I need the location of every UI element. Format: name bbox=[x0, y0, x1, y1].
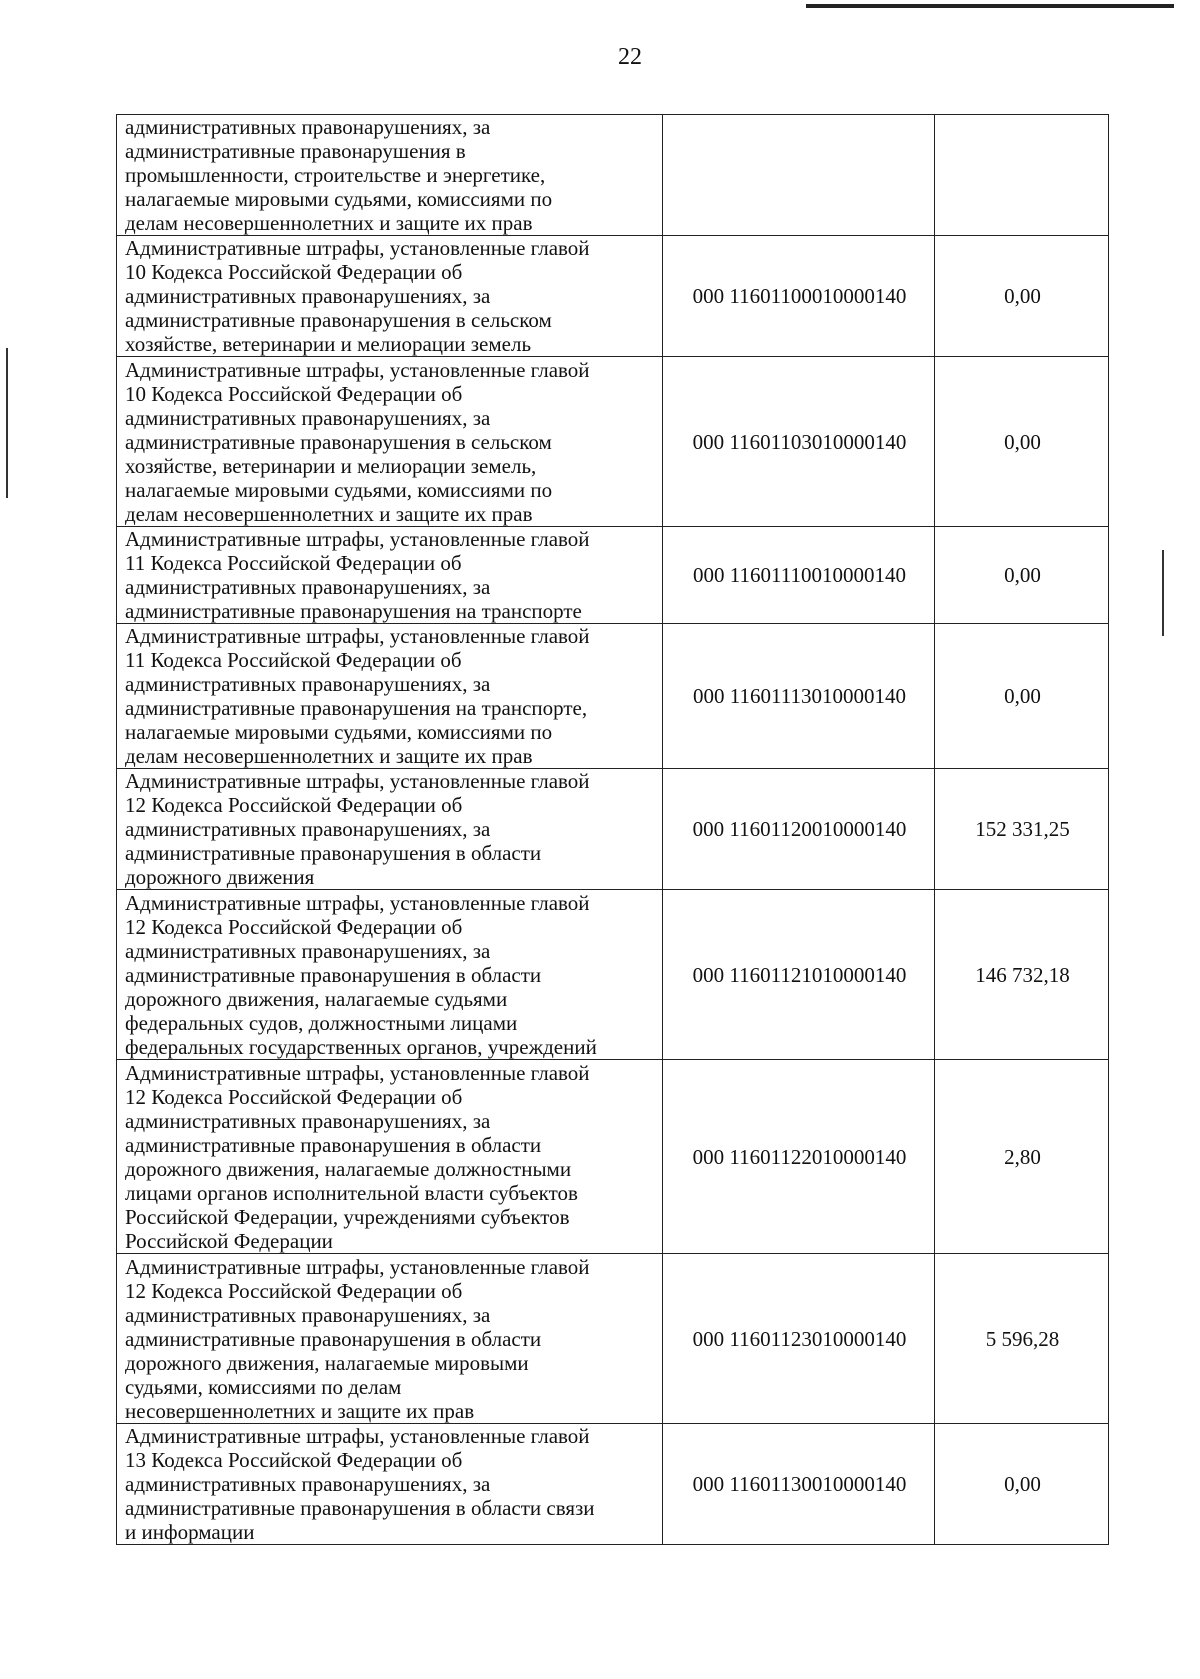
right-margin-mark bbox=[1162, 550, 1164, 636]
row-description bbox=[117, 357, 663, 527]
revenue-table bbox=[116, 114, 1109, 1545]
row-description bbox=[117, 890, 663, 1060]
row-description-text: Административные штрафы, установленные главой 10 Кодекса Российской Федерации об административных правонарушениях, за административные правонарушения в сельском хозяйстве, ветеринарии и мелиорации земель bbox=[125, 236, 590, 356]
row-amount: 0,00 bbox=[935, 236, 1109, 357]
row-code: 000 11601100010000140 bbox=[663, 236, 935, 357]
row-amount: 152 331,25 bbox=[935, 769, 1109, 890]
row-amount: 146 732,18 bbox=[935, 890, 1109, 1060]
row-amount: 2,80 bbox=[935, 1060, 1109, 1254]
row-amount bbox=[935, 115, 1109, 236]
row-description bbox=[117, 115, 663, 236]
row-description-text: Административные штрафы, установленные главой 12 Кодекса Российской Федерации об административных правонарушениях, за административные правонарушения в области дорожного движения, налагаемые должностными лицами органов исполнительной власти субъектов Российской Федерации, учреждениями субъектов Российской Федерации bbox=[125, 1060, 590, 1253]
row-code: 000 11601123010000140 bbox=[663, 1254, 935, 1424]
table-row bbox=[117, 115, 1109, 236]
row-amount: 0,00 bbox=[935, 527, 1109, 624]
row-description-text: Административные штрафы, установленные главой 11 Кодекса Российской Федерации об административных правонарушениях, за административные правонарушения на транспорте, налагаемые мировыми судьями, комиссиями по делам несовершеннолетних и защите их прав bbox=[125, 624, 590, 768]
row-description-text: административных правонарушениях, за административные правонарушения в промышленности, строительстве и энергетике, налагаемые мировыми судьями, комиссиями по делам несовершеннолетних и защите их прав bbox=[125, 115, 553, 235]
row-code: 000 11601130010000140 bbox=[663, 1424, 935, 1545]
row-code: 000 11601110010000140 bbox=[663, 527, 935, 624]
table-row bbox=[117, 236, 1109, 357]
row-code: 000 11601121010000140 bbox=[663, 890, 935, 1060]
row-description bbox=[117, 624, 663, 769]
table-row bbox=[117, 1254, 1109, 1424]
row-description bbox=[117, 1060, 663, 1254]
row-description bbox=[117, 769, 663, 890]
row-description bbox=[117, 527, 663, 624]
row-amount: 0,00 bbox=[935, 357, 1109, 527]
page-number: 22 bbox=[618, 44, 642, 70]
row-description-text: Административные штрафы, установленные главой 13 Кодекса Российской Федерации об административных правонарушениях, за административные правонарушения в области связи и информации bbox=[125, 1424, 595, 1544]
row-description-text: Административные штрафы, установленные главой 11 Кодекса Российской Федерации об административных правонарушениях, за административные правонарушения на транспорте bbox=[125, 527, 590, 623]
table-row bbox=[117, 1060, 1109, 1254]
top-rule bbox=[806, 4, 1174, 8]
table-row bbox=[117, 624, 1109, 769]
row-amount: 0,00 bbox=[935, 1424, 1109, 1545]
row-code bbox=[663, 115, 935, 236]
row-description bbox=[117, 1254, 663, 1424]
row-description-text: Административные штрафы, установленные главой 12 Кодекса Российской Федерации об административных правонарушениях, за административные правонарушения в области дорожного движения bbox=[125, 769, 590, 889]
table-row bbox=[117, 769, 1109, 890]
row-description-text: Административные штрафы, установленные главой 12 Кодекса Российской Федерации об административных правонарушениях, за административные правонарушения в области дорожного движения, налагаемые судьями федеральных судов, должностными лицами федеральных государственных органов, учреждений bbox=[125, 890, 597, 1059]
row-code: 000 11601120010000140 bbox=[663, 769, 935, 890]
row-code: 000 11601113010000140 bbox=[663, 624, 935, 769]
left-margin-mark bbox=[6, 348, 8, 498]
table-row bbox=[117, 527, 1109, 624]
table-row bbox=[117, 1424, 1109, 1545]
row-description-text: Административные штрафы, установленные главой 10 Кодекса Российской Федерации об административных правонарушениях, за административные правонарушения в сельском хозяйстве, ветеринарии и мелиорации земель, налагаемые мировыми судьями, комиссиями по делам несовершеннолетних и защите их прав bbox=[125, 357, 590, 526]
row-description-text: Административные штрафы, установленные главой 12 Кодекса Российской Федерации об административных правонарушениях, за административные правонарушения в области дорожного движения, налагаемые мировыми судьями, комиссиями по делам несовершеннолетних и защите их прав bbox=[125, 1254, 590, 1423]
table-row bbox=[117, 357, 1109, 527]
row-code: 000 11601103010000140 bbox=[663, 357, 935, 527]
row-description bbox=[117, 1424, 663, 1545]
table-row bbox=[117, 890, 1109, 1060]
row-amount: 5 596,28 bbox=[935, 1254, 1109, 1424]
row-amount: 0,00 bbox=[935, 624, 1109, 769]
row-description bbox=[117, 236, 663, 357]
row-code: 000 11601122010000140 bbox=[663, 1060, 935, 1254]
